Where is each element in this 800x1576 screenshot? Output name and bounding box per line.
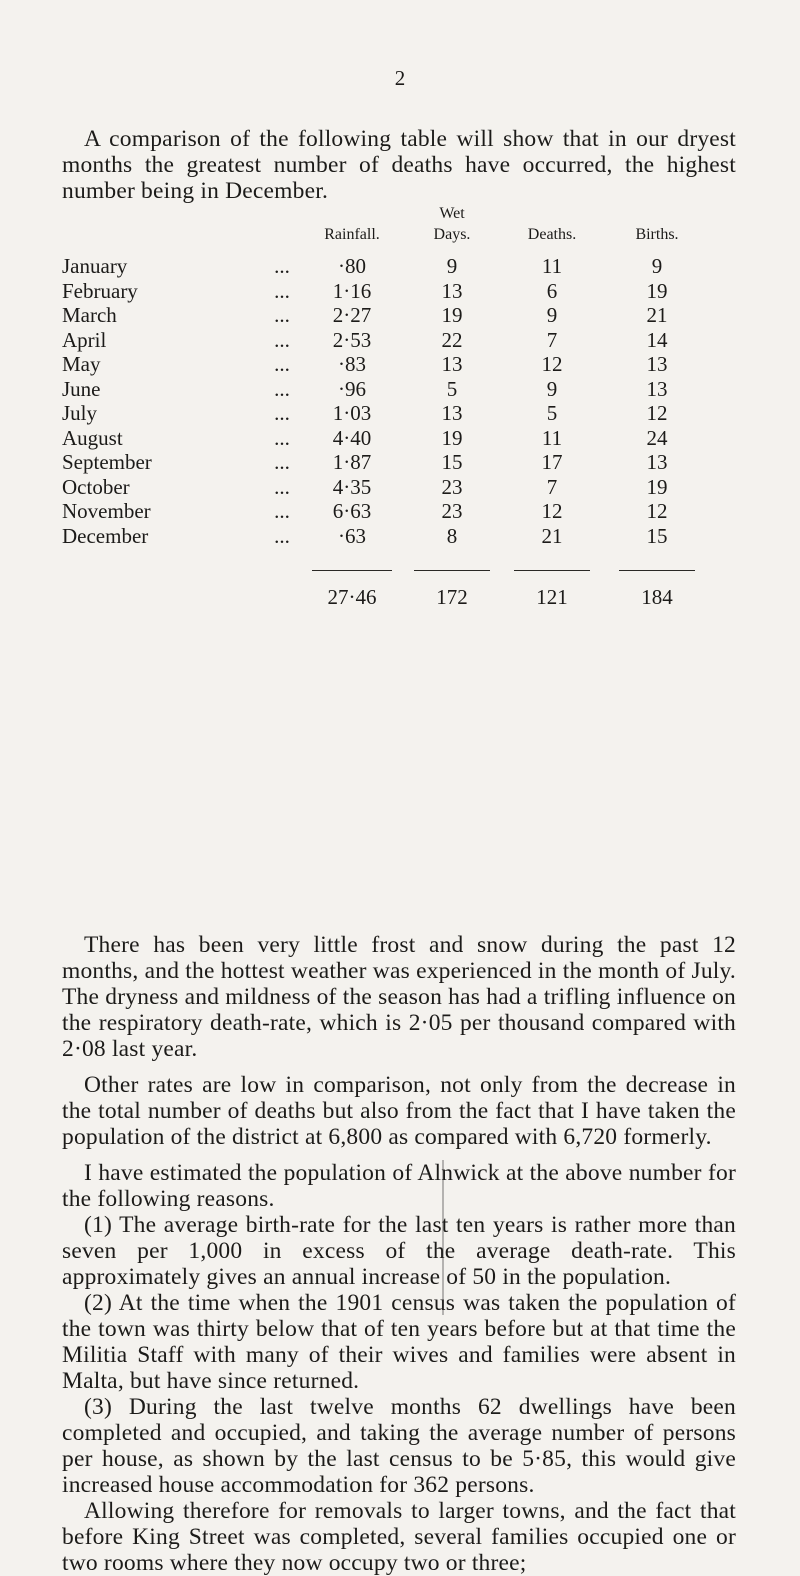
header-births: Births. — [635, 226, 679, 243]
births-cell: 13 — [646, 376, 668, 401]
table-body — [62, 254, 736, 548]
wet-days-cell: 19 — [441, 303, 463, 327]
rainfall-cell: ·96 — [338, 376, 366, 401]
leader-dots: ... — [274, 523, 290, 548]
births-cell: 13 — [646, 450, 668, 474]
paragraph-reason-1: (1) The average birth-rate for the last ten years is rather more than seven per 1,000 in excess of the average death-rate. This approximately gives an annual increase of 50 in the population. — [62, 1212, 736, 1290]
deaths-cell: 11 — [541, 254, 563, 278]
month-cell: December — [62, 523, 149, 548]
paragraph-other-rates: Other rates are low in comparison, not only from the decrease in the total number of deaths but also from the fact that I have taken the population of the district at 6,800 as compared with 6,720 formerly. — [62, 1072, 736, 1150]
rainfall-cell: 6·63 — [332, 499, 372, 523]
leader-dots: ... — [274, 327, 290, 352]
deaths-cell: 9 — [546, 376, 558, 401]
table-header — [62, 202, 736, 252]
births-cell: 19 — [646, 278, 668, 303]
total-births: 184 — [641, 585, 673, 609]
deaths-cell: 5 — [546, 401, 558, 425]
deaths-cell: 7 — [546, 474, 558, 499]
table-row — [62, 352, 736, 377]
births-cell: 12 — [646, 499, 668, 523]
rainfall-cell: 2·53 — [332, 327, 372, 352]
paragraph-reason-2: (2) At the time when the 1901 census was taken the population of the town was thirty below that of ten years before but at that time the Militia Staff with many of their wives and families were absent in Malta, but have since returned. — [62, 1290, 736, 1394]
deaths-cell: 21 — [541, 523, 563, 548]
leader-dots: ... — [274, 376, 290, 401]
month-cell: May — [62, 352, 101, 376]
paragraph-weather: There has been very little frost and snow during the past 12 months, and the hottest weather was experienced in the month of July. The dryness and mildness of the season has had a trifling influence on the respiratory death-rate, which is 2·05 per thousand compared with 2·08 last year. — [62, 932, 736, 1062]
header-wet-days-bottom: Days. — [433, 226, 471, 243]
births-cell: 9 — [651, 254, 663, 278]
births-cell: 21 — [646, 303, 668, 327]
leader-dots: ... — [274, 401, 290, 425]
births-cell: 14 — [646, 327, 668, 352]
wet-days-cell: 13 — [441, 278, 463, 303]
wet-days-cell: 5 — [446, 376, 458, 401]
total-rainfall: 27·46 — [327, 585, 377, 609]
wet-days-cell: 8 — [446, 523, 458, 548]
births-cell: 24 — [646, 425, 668, 450]
month-cell: September — [62, 450, 152, 474]
leader-dots: ... — [274, 499, 290, 523]
wet-days-cell: 15 — [441, 450, 463, 474]
wet-days-cell: 22 — [441, 327, 463, 352]
deaths-cell: 12 — [541, 352, 563, 376]
leader-dots: ... — [274, 303, 290, 327]
total-rule-wet-days — [414, 570, 490, 571]
intro-paragraph — [62, 126, 736, 204]
table-row — [62, 254, 736, 279]
table-row — [62, 450, 736, 475]
header-deaths: Deaths. — [527, 226, 577, 243]
wet-days-cell: 13 — [441, 401, 463, 425]
wet-days-cell: 19 — [441, 425, 463, 450]
leader-dots: ... — [274, 474, 290, 499]
table-row — [62, 499, 736, 524]
month-cell: January — [62, 254, 128, 278]
table-row — [62, 475, 736, 500]
total-rule-deaths — [514, 570, 590, 571]
month-cell: June — [62, 376, 101, 401]
paragraph-population-estimate: I have estimated the population of Alnwick at the above number for the following reasons. — [62, 1160, 736, 1212]
month-cell: April — [62, 327, 107, 352]
rainfall-cell: 1·03 — [332, 401, 372, 425]
rainfall-cell: 1·16 — [332, 278, 372, 303]
month-cell: August — [62, 425, 123, 450]
leader-dots: ... — [274, 450, 290, 474]
rainfall-cell: 4·35 — [332, 474, 372, 499]
total-rule-births — [619, 570, 695, 571]
rainfall-cell: 1·87 — [332, 450, 372, 474]
table-row — [62, 279, 736, 304]
deaths-cell: 12 — [541, 499, 563, 523]
deaths-cell: 11 — [541, 425, 563, 450]
table-row — [62, 328, 736, 353]
leader-dots: ... — [274, 278, 290, 303]
header-rainfall: Rainfall. — [324, 226, 380, 243]
rainfall-cell: ·63 — [338, 523, 366, 548]
month-cell: October — [62, 474, 130, 499]
wet-days-cell: 13 — [441, 352, 463, 376]
month-cell: February — [62, 278, 138, 303]
total-wet-days: 172 — [436, 585, 468, 609]
paragraph-reason-3: (3) During the last twelve months 62 dwellings have been completed and occupied, and taking the average number of persons per house, as shown by the last census to be 5·85, this would give increased house accommodation for 362 persons. — [62, 1394, 736, 1498]
table-row — [62, 524, 736, 549]
deaths-cell: 17 — [541, 450, 563, 474]
paper-crease — [442, 1160, 444, 1315]
total-deaths: 121 — [536, 585, 568, 609]
leader-dots: ... — [274, 352, 290, 376]
month-cell: March — [62, 303, 117, 327]
table-row — [62, 401, 736, 426]
rainfall-cell: 4·40 — [332, 425, 372, 450]
intro-text: A comparison of the following table will show that in our dryest months the greatest number of deaths have occurred, the highest number being in December. — [62, 126, 736, 204]
deaths-cell: 9 — [546, 303, 558, 327]
births-cell: 19 — [646, 474, 668, 499]
deaths-cell: 7 — [546, 327, 558, 352]
wet-days-cell: 23 — [441, 474, 463, 499]
month-cell: July — [62, 401, 98, 425]
paragraph-allowing: Allowing therefore for removals to larger towns, and the fact that before King Street was completed, several families occupied one or two rooms where they now occupy two or three; — [62, 1498, 736, 1576]
wet-days-cell: 23 — [441, 499, 463, 523]
rainfall-cell: 2·27 — [332, 303, 372, 327]
births-cell: 12 — [646, 401, 668, 425]
body-text — [62, 932, 736, 1576]
page-number: 2 — [394, 66, 406, 90]
deaths-cell: 6 — [546, 278, 558, 303]
rainfall-cell: ·83 — [338, 352, 366, 376]
leader-dots: ... — [274, 254, 290, 278]
header-wet-days-top: Wet — [439, 205, 465, 222]
totals-row — [62, 582, 736, 612]
table-row — [62, 303, 736, 328]
table-row — [62, 377, 736, 402]
rainfall-cell: ·80 — [338, 254, 366, 278]
month-cell: November — [62, 499, 151, 523]
births-cell: 15 — [646, 523, 668, 548]
wet-days-cell: 9 — [446, 254, 458, 278]
total-rule-rainfall — [312, 570, 392, 571]
table-row — [62, 426, 736, 451]
leader-dots: ... — [274, 425, 290, 450]
births-cell: 13 — [646, 352, 668, 376]
